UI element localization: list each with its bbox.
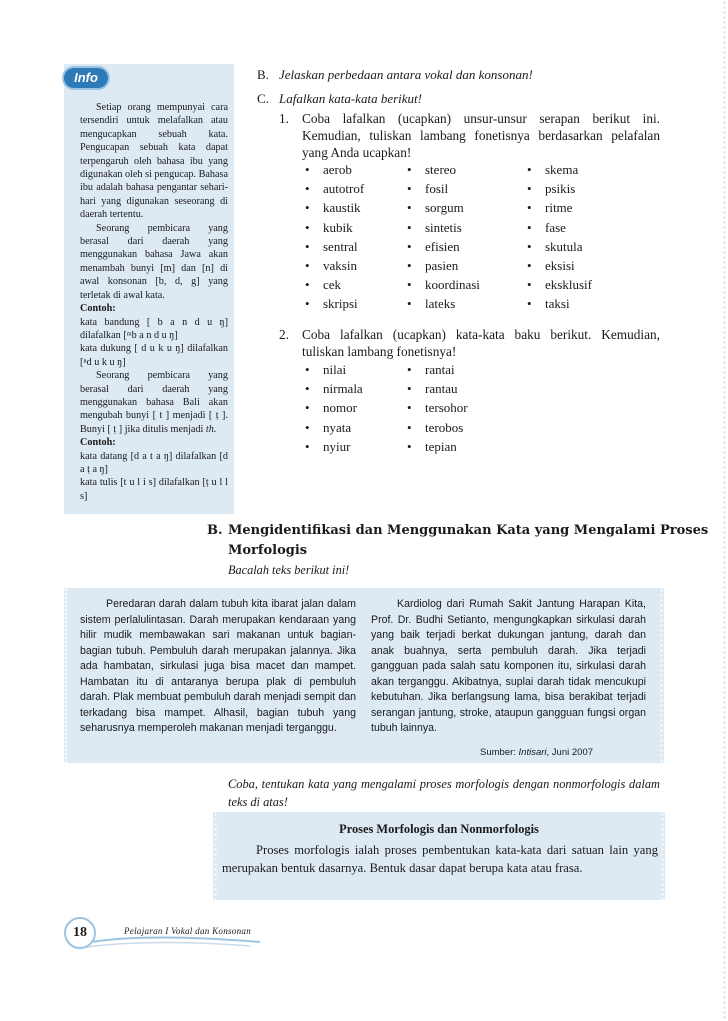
bullet-icon: • xyxy=(527,258,532,274)
exercise-item-1-text: Coba lafalkan (ucapkan) unsur-unsur serapan berikut ini. Kemudian, tuliskan lambang fonetisnya berdasarkan pelafalan yang Anda ucapkan! xyxy=(302,111,660,160)
word-item xyxy=(407,237,480,256)
word-text: terobos xyxy=(425,419,464,435)
bullet-icon: • xyxy=(407,277,412,293)
bullet-icon: • xyxy=(407,362,412,377)
word-item xyxy=(407,256,480,275)
item-1-column-1 xyxy=(305,160,364,314)
bullet-icon: • xyxy=(407,238,412,254)
passage-right-text: Kardiolog dari Rumah Sakit Jantung Harapan Kita, Prof. Dr. Budhi Setianto, mengungkapkan sirkulasi darah yang baik terjadi berkat dukungan jantung, darah dan anak buahnya, serta pembuluh darah. Jika terjadi gangguan pada salah satu komponen itu, sirkulasi darah akan terganggu. Akibatnya, suplai darah tidak mencukupi kebutuhan. Jika berlangsung lama, bisa berakibat terjadi serangan jantung, stroke, ataupun gangguan fungsi organ tubuh lainnya. xyxy=(371,598,646,734)
word-item xyxy=(305,160,364,179)
word-text: tepian xyxy=(425,438,457,454)
bullet-icon: • xyxy=(305,362,310,377)
word-item xyxy=(305,360,363,379)
word-item xyxy=(407,275,480,294)
word-text: sintetis xyxy=(425,219,462,235)
word-text: fosil xyxy=(425,181,449,197)
word-item xyxy=(305,294,364,313)
exercise-b-label: B. xyxy=(257,67,269,82)
word-item xyxy=(305,218,364,237)
section-heading xyxy=(207,521,708,561)
word-text: taksi xyxy=(545,296,570,312)
word-text: koordinasi xyxy=(425,277,480,293)
exercise-c-text: Lafalkan kata-kata berikut! xyxy=(279,91,422,106)
bullet-icon: • xyxy=(305,258,310,274)
bullet-icon: • xyxy=(527,181,532,197)
word-item xyxy=(305,179,364,198)
word-item xyxy=(407,379,468,398)
word-text: sorgum xyxy=(425,200,464,216)
item-1-column-2 xyxy=(407,160,480,314)
word-item xyxy=(407,437,468,456)
bullet-icon: • xyxy=(527,238,532,254)
bullet-icon: • xyxy=(305,438,310,454)
word-item xyxy=(407,179,480,198)
source-prefix: Sumber: xyxy=(480,747,519,758)
info-paragraph-3 xyxy=(80,369,228,436)
source-date: , Juni 2007 xyxy=(546,747,594,758)
bullet-icon: • xyxy=(407,162,412,177)
word-text: kaustik xyxy=(323,200,361,216)
exercise-item-2-text: Coba lafalkan (ucapkan) kata-kata baku berikut. Kemudian, tuliskan lambang fonetisnya! xyxy=(302,327,660,359)
info-example-1a: kata bandung [ b a n d u ŋ] dilafalkan [ᵐb a n d u ŋ] xyxy=(80,316,228,341)
item-2-column-1 xyxy=(305,360,363,456)
passage-source xyxy=(480,747,593,758)
info-example-label-1: Contoh: xyxy=(80,303,116,315)
bullet-icon: • xyxy=(527,162,532,177)
bullet-icon: • xyxy=(407,400,412,416)
word-item xyxy=(305,256,364,275)
bullet-icon: • xyxy=(305,238,310,254)
word-text: eksklusif xyxy=(545,277,592,293)
word-item xyxy=(527,275,592,294)
passage-left-text: Peredaran darah dalam tubuh kita ibarat jalan dalam sistem perlalulintasan. Darah merupakan kendaraan yang hilir mudik membawakan sari makanan untuk bagian-bagian tubuh. Pembuluh darah merupakan jalannya. Jika ada hambatan, sirkulasi juga bisa macet dan mampet. Hambatan itu di antaranya berupa plak di pembuluh darah. Plak membuat pembuluh darah menjadi sempit dan terkadang bisa mampet. Alhasil, bagian tubuh yang seharusnya memperoleh makanan menjadi terganggu. xyxy=(80,598,356,734)
word-item xyxy=(407,294,480,313)
word-text: skripsi xyxy=(323,296,358,312)
word-item xyxy=(407,360,468,379)
info-example-1b: kata dukung [ d u k u ŋ] dilafalkan [ⁿd u k u ŋ] xyxy=(80,343,228,368)
word-item xyxy=(407,198,480,217)
exercise-item-1-number: 1. xyxy=(279,111,289,126)
bullet-icon: • xyxy=(305,181,310,197)
info-badge: Info xyxy=(64,68,108,88)
bullet-icon: • xyxy=(407,438,412,454)
word-text: nyata xyxy=(323,419,352,435)
word-item xyxy=(305,418,363,437)
word-text: stereo xyxy=(425,162,457,177)
word-item xyxy=(407,398,468,417)
bullet-icon: • xyxy=(305,277,310,293)
bullet-icon: • xyxy=(305,219,310,235)
item-1-column-3 xyxy=(527,160,592,314)
word-item xyxy=(407,218,480,237)
bullet-icon: • xyxy=(527,277,532,293)
bullet-icon: • xyxy=(527,219,532,235)
exercise-b xyxy=(257,66,533,84)
word-text: kubik xyxy=(323,219,353,235)
bullet-icon: • xyxy=(527,200,532,216)
word-item xyxy=(527,256,592,275)
word-text: ritme xyxy=(545,200,573,216)
source-name: Intisari xyxy=(518,747,547,758)
concept-text xyxy=(222,842,658,877)
word-text: sentral xyxy=(323,238,358,254)
word-item xyxy=(305,437,363,456)
info-paragraph-1: Setiap orang mempunyai cara tersendiri untuk melafalkan atau mengucapkan sebuah kata. Pengucapan sebuah kata dapat terpengaruh oleh bahasa ibu yang digunakan oleh si pengucap. Bahasa ibu adalah bahasa pengantar sehari-hari yang digunakan seseorang di daerah tertentu. xyxy=(80,102,228,221)
bullet-icon: • xyxy=(407,219,412,235)
section-title-line-1: Mengidentifikasi dan Menggunakan Kata yang Mengalami Proses xyxy=(228,523,709,538)
word-item xyxy=(407,160,480,179)
word-text: cek xyxy=(323,277,342,293)
section-label: B. xyxy=(207,523,223,538)
word-text: skutula xyxy=(545,238,583,254)
bullet-icon: • xyxy=(407,296,412,312)
info-paragraph-3-text: Seorang pembicara yang berasal dari daerah yang menggunakan bahasa Bali akan mengubah bunyi [ t ] menjadi [ ṭ ]. Bunyi [ ṭ ] jika ditulis menjadi xyxy=(80,370,228,435)
word-text: nirmala xyxy=(323,381,363,397)
concept-title: Proses Morfologis dan Nonmorfologis xyxy=(339,822,539,836)
info-example-2a: kata datang [d a t a ŋ] dilafalkan [d a ṭ a ŋ] xyxy=(80,450,228,475)
bullet-icon: • xyxy=(407,258,412,274)
word-text: tersohor xyxy=(425,400,468,416)
word-item xyxy=(407,418,468,437)
edge-decoration xyxy=(722,0,728,1021)
bullet-icon: • xyxy=(305,296,310,312)
word-text: aerob xyxy=(323,162,352,177)
exercise-c xyxy=(257,90,422,108)
bullet-icon: • xyxy=(527,296,532,312)
info-paragraph-2: Seorang pembicara yang berasal dari daerah yang menggunakan bahasa Jawa akan menambah bunyi [m] dan [n] di awal konsonan [b, d, g] yang terletak di awal kata. xyxy=(80,222,228,301)
section-instruction: Bacalah teks berikut ini! xyxy=(228,563,350,577)
exercise-item-2-number: 2. xyxy=(279,327,289,342)
bullet-icon: • xyxy=(305,162,310,177)
word-item xyxy=(305,237,364,256)
item-2-column-2 xyxy=(407,360,468,456)
exercise-c-label: C. xyxy=(257,91,269,106)
bullet-icon: • xyxy=(305,419,310,435)
word-text: rantau xyxy=(425,381,458,397)
bullet-icon: • xyxy=(305,381,310,397)
word-text: lateks xyxy=(425,296,456,312)
word-item xyxy=(527,179,592,198)
word-text: efisien xyxy=(425,238,460,254)
concept-text-body: Proses morfologis ialah proses pembentukan kata-kata dari satuan lain yang merupakan bentuk dasarnya. Bentuk dasar dapat berupa kata atau frasa. xyxy=(222,843,658,875)
footer-chapter: Pelajaran I Vokal dan Konsonan xyxy=(124,926,251,936)
word-text: vaksin xyxy=(323,258,357,274)
passage-right-column xyxy=(371,597,646,737)
word-text: psikis xyxy=(545,181,576,197)
bullet-icon: • xyxy=(407,181,412,197)
word-item xyxy=(305,198,364,217)
word-text: autotrof xyxy=(323,181,365,197)
word-item xyxy=(305,398,363,417)
word-item xyxy=(305,379,363,398)
word-text: skema xyxy=(545,162,579,177)
section-title-line-2: Morfologis xyxy=(228,543,308,558)
exercise-b-text: Jelaskan perbedaan antara vokal dan konsonan! xyxy=(279,67,533,82)
bullet-icon: • xyxy=(305,200,310,216)
word-item xyxy=(305,275,364,294)
bullet-icon: • xyxy=(407,200,412,216)
info-example-2b: kata tulis [t u l i s] dilafalkan [ṭ u l l s] xyxy=(80,477,228,502)
bullet-icon: • xyxy=(407,419,412,435)
word-text: fase xyxy=(545,219,566,235)
word-item xyxy=(527,160,592,179)
page-number: 18 xyxy=(64,917,96,949)
bullet-icon: • xyxy=(305,400,310,416)
info-example-label-2: Contoh: xyxy=(80,437,116,449)
word-text: nyiur xyxy=(323,438,351,454)
word-item xyxy=(527,237,592,256)
task-instruction: Coba, tentukan kata yang mengalami proses morfologis dengan nonmorfologis dalam teks di atas! xyxy=(228,777,660,809)
info-text xyxy=(80,101,228,503)
word-text: nomor xyxy=(323,400,357,416)
word-item xyxy=(527,218,592,237)
word-text: pasien xyxy=(425,258,459,274)
word-item xyxy=(527,294,592,313)
word-text: rantai xyxy=(425,362,455,377)
word-text: eksisi xyxy=(545,258,575,274)
word-text: nilai xyxy=(323,362,347,377)
bullet-icon: • xyxy=(407,381,412,397)
word-item xyxy=(527,198,592,217)
info-paragraph-3-th: th. xyxy=(205,423,217,435)
passage-left-column xyxy=(80,597,356,737)
